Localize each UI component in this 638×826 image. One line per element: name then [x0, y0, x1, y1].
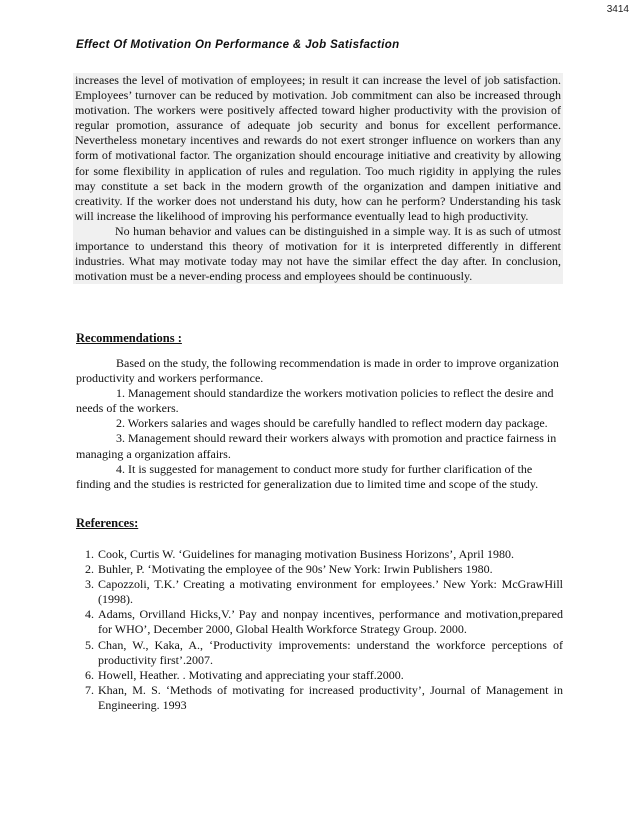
page-number: 3414	[606, 4, 629, 15]
reference-item	[76, 683, 563, 713]
reference-item	[76, 577, 563, 607]
reference-number: 7.	[85, 682, 94, 697]
recommendations-block	[76, 356, 563, 492]
reference-number: 1.	[85, 547, 94, 561]
reference-text: Buhler, P. ‘Motivating the employee of the 90s’ New York: Irwin Publishers 1980.	[98, 562, 493, 577]
body-text-block	[73, 73, 563, 284]
reference-item	[76, 668, 563, 683]
body-paragraph-1: increases the level of motivation of employees; in result it can increase the level of job satisfaction. Employees’ turnover can be reduced by motivation. Job commitment can also be increased through motivation. The workers were positively affected toward higher productivity with the provision of regular promotion, assurance of adequate job security and bonus for excellent performance. Nevertheless monetary incentives and rewards do not exert stronger influence on workers than any form of motivational factor. The organization should encourage initiative and creativity by allowing for some flexibility in application of rules and regulation. Too much rigidity in applying the rules may constitute a set back in the modern growth of the organization and dampen initiative and creativity. If the worker does not understand his duty, how can he perform? Understanding his task will increase the likelihood of improving his performance eventually lead to high productivity.	[75, 73, 561, 223]
body-paragraph-2: No human behavior and values can be distinguished in a simple way. It is as such of utmost importance to understand this theory of motivation for it is interpreted differently in different industries. What may motivate today may not have the similar effect the day after. In conclusion, motivation must be a never-ending process and employees should be continuously.	[75, 223, 561, 284]
running-header: Effect Of Motivation On Performance & Job Satisfaction	[76, 39, 400, 51]
recommendations-heading: Recommendations :	[76, 331, 182, 345]
reference-item	[76, 607, 563, 637]
reference-item	[76, 547, 563, 562]
reference-text: Capozzoli, T.K.’ Creating a motivating environment for employees.’ New York: McGrawHill (1998).	[98, 577, 563, 607]
reference-text: Khan, M. S. ‘Methods of motivating for increased productivity’, Journal of Management in Engineering. 1993	[98, 682, 563, 712]
reference-number: 2.	[85, 562, 94, 577]
reference-item	[76, 638, 563, 668]
references-list	[76, 547, 563, 713]
reference-text: Cook, Curtis W. ‘Guidelines for managing motivation Business Horizons’, April 1980.	[98, 547, 514, 561]
reference-item	[76, 562, 563, 577]
recommendation-item: 2. Workers salaries and wages should be carefully handled to reflect modern day package.	[116, 416, 548, 431]
recommendation-item: 1. Management should standardize the workers motivation policies to reflect the desire and needs of the workers.	[76, 386, 554, 416]
reference-number: 5.	[85, 637, 94, 652]
reference-number: 4.	[85, 607, 94, 622]
recommendation-item: 3. Management should reward their workers always with promotion and practice fairness in managing a organization affairs.	[76, 431, 557, 461]
reference-number: 6.	[85, 667, 94, 682]
reference-text: Howell, Heather. . Motivating and appreciating your staff.2000.	[98, 667, 404, 682]
references-heading: References:	[76, 516, 139, 530]
reference-number: 3.	[85, 577, 94, 592]
recommendations-intro: Based on the study, the following recommendation is made in order to improve organization productivity and workers performance.	[76, 356, 559, 386]
reference-text: Adams, Orvilland Hicks,V.’ Pay and nonpay incentives, performance and motivation,prepared for WHO’, December 2000, Global Health Workforce Strategy Group. 2000.	[98, 607, 563, 637]
recommendation-item: 4. It is suggested for management to conduct more study for further clarification of the finding and the studies is restricted for generalization due to limited time and scope of the study.	[76, 461, 539, 491]
reference-text: Chan, W., Kaka, A., ‘Productivity improvements: understand the workforce perceptions of productivity first’.2007.	[98, 637, 563, 667]
